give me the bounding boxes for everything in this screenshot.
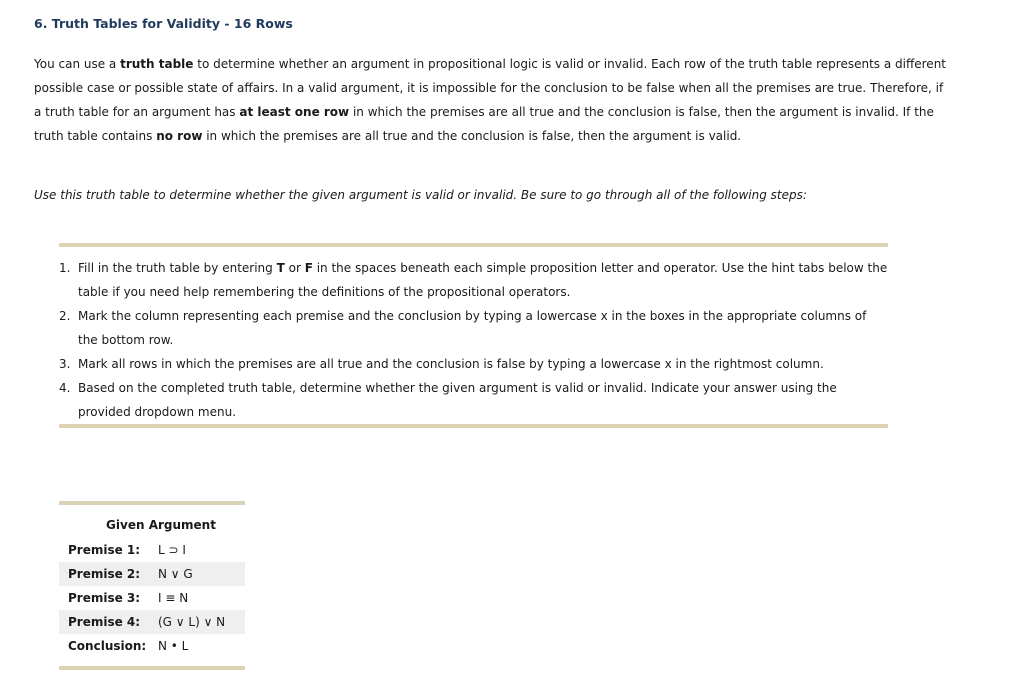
instruction-text: Use this truth table to determine whether the given argument is valid or invalid. Be sure to go through all of the following steps: (34, 188, 807, 202)
argument-formula: L ⊃ I (158, 543, 186, 557)
step-item-2 (59, 304, 888, 352)
steps-panel (59, 243, 888, 428)
step-number: 4. (59, 381, 71, 395)
argument-formula: N • L (158, 639, 189, 653)
given-argument-table (59, 501, 245, 670)
intro-text-4: in which the premises are all true and the conclusion is false, then the argument is valid. (202, 129, 742, 143)
argument-label: Premise 3: (68, 591, 141, 605)
argument-row-premise-4 (59, 610, 245, 634)
step-bold-t: T (276, 261, 285, 275)
step-text: or (284, 261, 305, 275)
step-text: Fill in the truth table by entering (78, 261, 277, 275)
step-text: Based on the completed truth table, determine whether the given argument is valid or invalid. Indicate your answer using the provided dropdown menu. (78, 381, 837, 419)
given-argument-heading: Given Argument (106, 518, 216, 532)
step-number: 3. (59, 357, 71, 371)
step-item-3 (59, 352, 888, 376)
steps-list (59, 256, 888, 424)
step-text: Mark all rows in which the premises are all true and the conclusion is false by typing a lowercase x in the rightmost column. (78, 357, 824, 371)
argument-row-conclusion (59, 634, 245, 658)
intro-text-1: You can use a (34, 57, 121, 71)
argument-row-premise-1 (59, 538, 245, 562)
argument-row-premise-2 (59, 562, 245, 586)
step-bold-f: F (304, 261, 313, 275)
argument-label: Premise 1: (68, 543, 141, 557)
step-text: Mark the column representing each premise and the conclusion by typing a lowercase x in the boxes in the appropriate columns of the bottom row. (78, 309, 867, 347)
step-text: in the spaces beneath each simple proposition letter and operator. Use the hint tabs below the table if you need help remembering the definitions of the propositional operators. (78, 261, 888, 299)
argument-formula: I ≡ N (158, 591, 189, 605)
step-number: 2. (59, 309, 71, 323)
argument-row-premise-3 (59, 586, 245, 610)
argument-label: Conclusion: (68, 639, 147, 653)
intro-text-2: to determine whether an argument in propositional logic is valid or invalid. Each row of the truth table represents a different possible case or possible state of affairs. In a valid argument, it is impossible for the conclusion to be false when all the premises are true. Therefore, if a truth table for an argument has (34, 57, 946, 119)
argument-formula: N ∨ G (158, 567, 193, 581)
argument-label: Premise 2: (68, 567, 141, 581)
intro-bold-no-row: no row (156, 129, 203, 143)
argument-formula: (G ∨ L) ∨ N (158, 615, 226, 629)
intro-bold-truth-table: truth table (120, 57, 194, 71)
argument-spacer (59, 658, 245, 666)
step-number: 1. (59, 261, 71, 275)
argument-label: Premise 4: (68, 615, 141, 629)
intro-paragraph (34, 52, 954, 148)
step-item-1 (59, 256, 888, 304)
step-item-4 (59, 376, 888, 424)
intro-bold-at-least-one-row: at least one row (239, 105, 350, 119)
page-title: 6. Truth Tables for Validity - 16 Rows (34, 16, 293, 31)
intro-text-3: in which the premises are all true and the conclusion is false, then the argument is invalid. If the truth table contains (34, 105, 934, 143)
